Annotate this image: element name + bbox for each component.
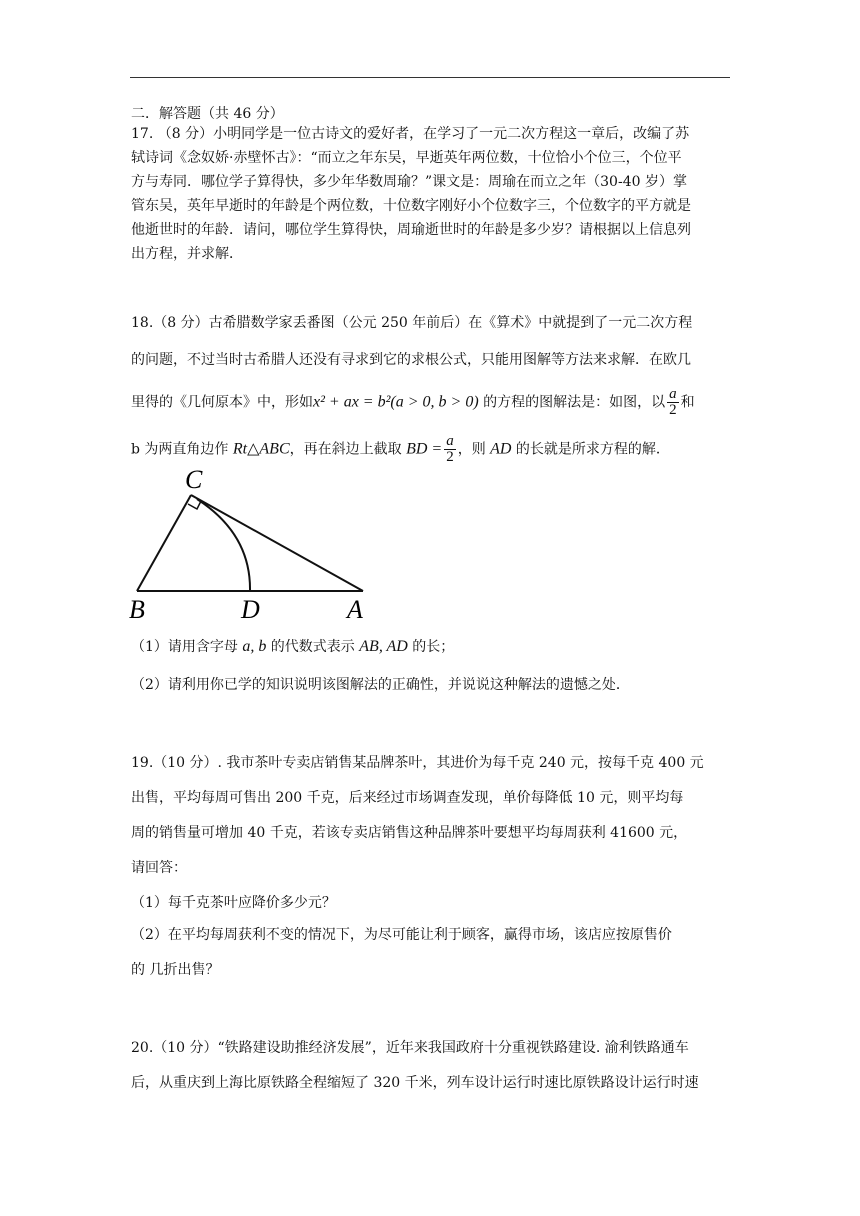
q18-line-4-text-c: ，则 bbox=[457, 441, 491, 458]
side-bc bbox=[137, 495, 191, 591]
q19-line-4: 请回答： bbox=[131, 860, 187, 876]
q19-line-3: 周的销售量可增加 40 千克，若该专卖店销售这种品牌茶叶要想平均每周获利 41600 元， bbox=[131, 825, 688, 841]
q18-sub-1-text-c: 的长； bbox=[407, 639, 455, 655]
q18-sub-2: （2）请利用你已学的知识说明该图解法的正确性，并说说这种解法的遗憾之处． bbox=[131, 677, 630, 693]
q19-line-1: 19.（10 分）. 我市茶叶专卖店销售某品牌茶叶，其进价为每千克 240 元，按每千克 400 元 bbox=[131, 755, 704, 771]
fraction-numerator: a bbox=[669, 386, 677, 402]
q17-line-5: 他逝世时的年龄．请问，哪位学生算得快，周瑜逝世时的年龄是多少岁？请根据以上信息列 bbox=[131, 222, 691, 238]
q18-fraction-a-over-2 bbox=[667, 387, 679, 418]
right-angle-mark bbox=[188, 501, 201, 509]
q18-line-4-text-b: ，再在斜边上截取 bbox=[289, 441, 407, 458]
fraction-denominator: 2 bbox=[446, 449, 454, 465]
q17-line-1: 17. （8 分）小明同学是一位古诗文的爱好者，在学习了一元二次方程这一章后，改编了苏 bbox=[131, 126, 690, 142]
q19-sub-1: （1）每千克茶叶应降价多少元？ bbox=[131, 895, 336, 911]
q18-triangle-name: Rt△ABC bbox=[232, 440, 290, 458]
q17-line-4: 管东吴，英年早逝时的年龄是个两位数，十位数字刚好小个位数字三，个位数字的平方就是 bbox=[131, 198, 691, 214]
q18-sub-1-text-a: （1）请用含字母 bbox=[131, 639, 243, 655]
q18-line-3-text-b: 的方程的图解法是：如图，以 bbox=[478, 394, 666, 411]
header-rule bbox=[130, 77, 730, 78]
q20-line-2: 后，从重庆到上海比原铁路全程缩短了 320 千米，列车设计运行时速比原铁路设计运行时速 bbox=[131, 1075, 699, 1091]
q18-ad: AD bbox=[490, 440, 512, 458]
q18-fraction-a-over-2-second bbox=[444, 434, 456, 465]
point-label-d: D bbox=[241, 595, 260, 624]
q19-line-2: 出售，平均每周可售出 200 千克，后来经过市场调查发现，单价每降低 10 元，则平均每 bbox=[131, 790, 684, 806]
vertex-label-b: B bbox=[129, 595, 145, 624]
vertex-label-c: C bbox=[185, 465, 203, 494]
q18-line-3-text-a: 里得的《几何原本》中，形如 bbox=[131, 394, 313, 411]
q18-line-1: 18.（8 分）古希腊数学家丢番图（公元 250 年前后）在《算术》中就提到了一元二次方程 bbox=[131, 315, 693, 331]
q17-line-6: 出方程，并求解． bbox=[131, 246, 243, 262]
q19-sub-2-cont: 的 几折出售？ bbox=[131, 962, 220, 978]
q18-line-4-text-d: 的长就是所求方程的解． bbox=[511, 441, 670, 458]
q18-sub-1-abad: AB, AD bbox=[359, 638, 408, 655]
q18-line-4 bbox=[131, 434, 670, 465]
q18-line-4-text-a: b 为两直角边作 bbox=[131, 441, 233, 458]
q18-line-3 bbox=[131, 387, 695, 418]
q18-equation: x² + ax = b²(a > 0, b > 0) bbox=[313, 393, 479, 411]
q18-bd-equals: BD = bbox=[406, 440, 443, 458]
q18-line-2: 的问题，不过当时古希腊人还没有寻求到它的求根公式，只能用图解等方法来求解．在欧几 bbox=[131, 352, 691, 368]
q18-sub-1-ab: a, b bbox=[242, 638, 267, 655]
q18-line-3-text-c: 和 bbox=[680, 394, 695, 411]
triangle-figure bbox=[125, 464, 375, 626]
q17-line-3: 方与寿同．哪位学子算得快，多少年华数周瑜？”课文是：周瑜在而立之年（30-40 岁）掌 bbox=[131, 174, 687, 190]
q18-sub-1 bbox=[131, 637, 454, 657]
side-ca bbox=[191, 495, 363, 591]
vertex-label-a: A bbox=[347, 595, 363, 624]
q19-sub-2: （2）在平均每周获利不变的情况下，为尽可能让利于顾客，赢得市场，该店应按原售价 bbox=[131, 927, 672, 943]
section-title: 二．解答题（共 46 分） bbox=[131, 106, 284, 122]
fraction-numerator: a bbox=[446, 433, 454, 449]
q18-sub-1-text-b: 的代数式表示 bbox=[266, 639, 360, 655]
fraction-denominator: 2 bbox=[669, 402, 677, 418]
q20-line-1: 20.（10 分）“铁路建设助推经济发展”，近年来我国政府十分重视铁路建设. 渝利铁路通车 bbox=[131, 1040, 689, 1056]
q17-line-2: 轼诗词《念奴娇·赤壁怀古》：“而立之年东吴，早逝英年两位数，十位恰小个位三，个位平 bbox=[131, 150, 682, 166]
